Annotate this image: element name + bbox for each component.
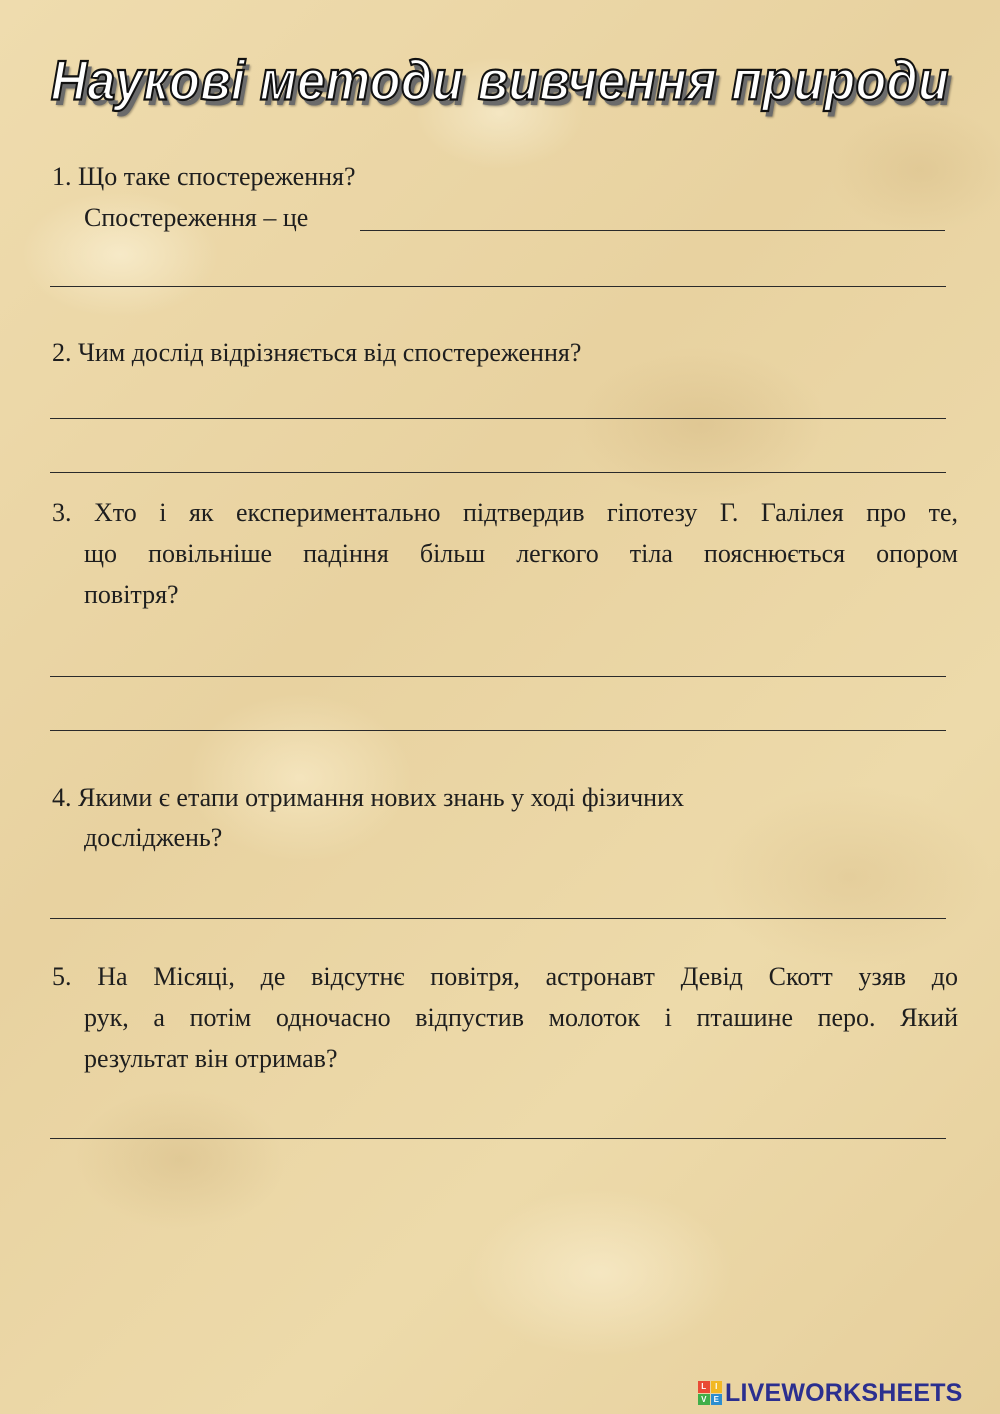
answer-line-5[interactable] (50, 1138, 946, 1139)
logo-mark-e: E (711, 1394, 723, 1406)
question-5-line-1: 5. На Місяці, де відсутнє повітря, астронавт Девід Скотт узяв до (52, 962, 958, 991)
answer-line-4[interactable] (50, 918, 946, 919)
liveworksheets-logo-text: LIVEWORKSHEETS (725, 1378, 963, 1407)
question-3-line-3: повітря? (84, 580, 179, 609)
question-4-line-1: 4. Якими є етапи отримання нових знань у ході фізичних (52, 783, 684, 812)
question-4-line-2: досліджень? (84, 823, 223, 852)
worksheet-title: Наукові методи вивчення природи (50, 49, 950, 112)
question-3-line-2: що повільніше падіння більш легкого тіла пояснюється опором (84, 539, 958, 568)
answer-line-3b[interactable] (50, 730, 946, 731)
logo-mark-l: L (698, 1381, 710, 1393)
logo-mark-i: I (711, 1381, 723, 1393)
answer-line-1b[interactable] (50, 286, 946, 287)
answer-line-1a[interactable] (360, 230, 945, 231)
question-1-text: 1. Що таке спостереження? (52, 162, 356, 191)
question-5-line-3: результат він отримав? (84, 1044, 338, 1073)
question-3-line-1: 3. Хто і як експериментально підтвердив гіпотезу Г. Галілея про те, (52, 498, 958, 527)
question-5-text (52, 956, 958, 1079)
liveworksheets-logo-icon (698, 1381, 722, 1405)
answer-line-3a[interactable] (50, 676, 946, 677)
answer-line-2b[interactable] (50, 472, 946, 473)
logo-mark-v: V (698, 1394, 710, 1406)
question-5-line-2: рук, а потім одночасно відпустив молоток і пташине перо. Який (84, 1003, 958, 1032)
liveworksheets-logo (698, 1378, 963, 1408)
question-3-text (52, 492, 958, 615)
question-1-prompt: Спостереження – це (84, 203, 309, 232)
answer-line-2a[interactable] (50, 418, 946, 419)
question-2-text: 2. Чим дослід відрізняється від спостереження? (52, 338, 582, 367)
